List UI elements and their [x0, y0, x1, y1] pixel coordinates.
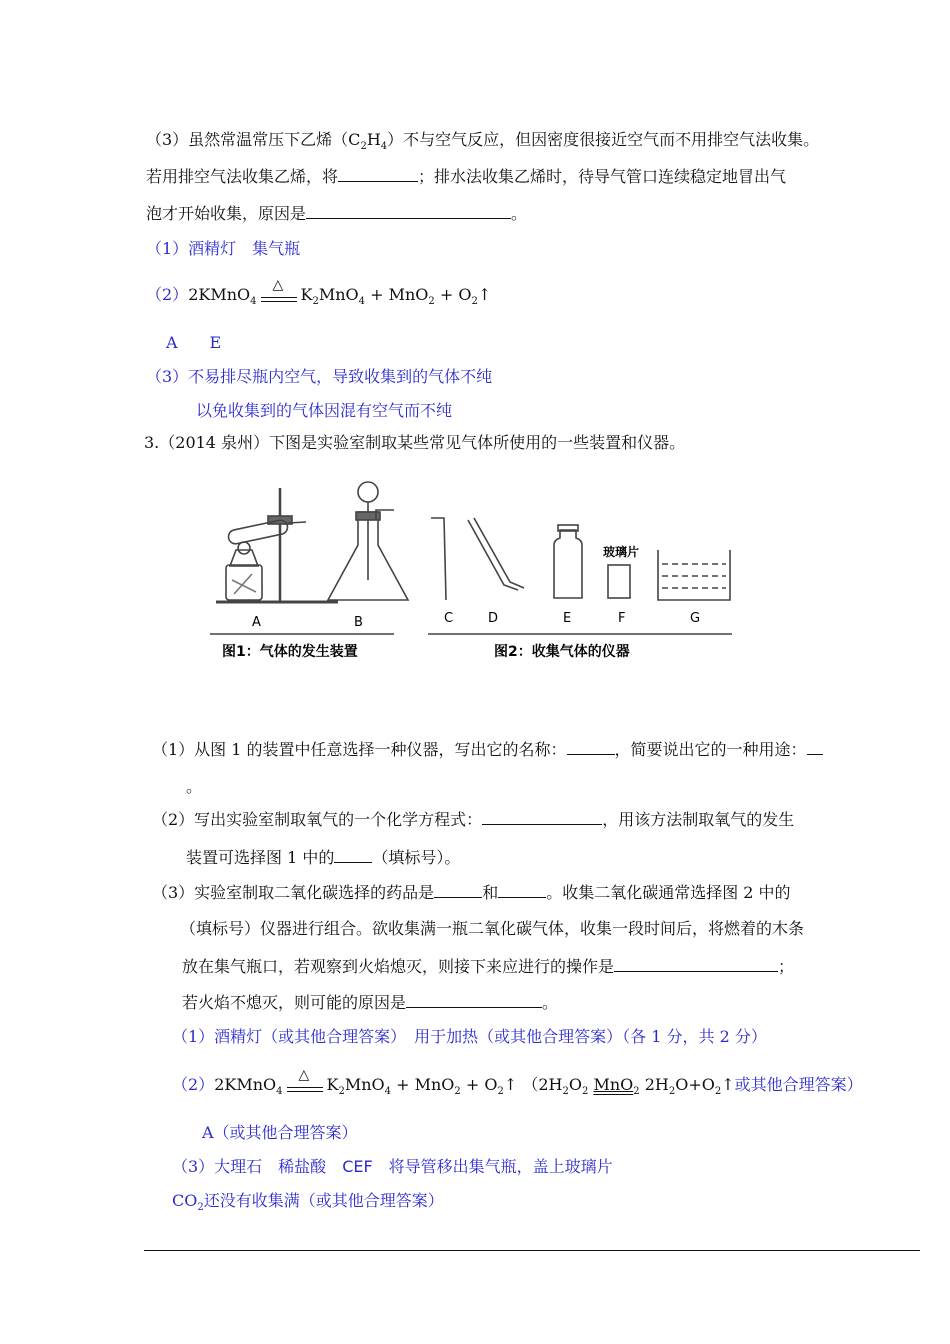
heat-equals-sign: △ — [287, 1075, 323, 1097]
answer-blank — [434, 883, 482, 898]
label-e: E — [563, 611, 572, 626]
question-3-intro: 3.（2014 泉州）下图是实验室制取某些常见气体所使用的一些装置和仪器。 — [144, 433, 686, 452]
glass-plate-label: 玻璃片 — [603, 545, 640, 559]
label-a: A — [252, 615, 261, 630]
subq-1: （1）从图 1 的装置中任意选择一种仪器，写出它的名称： ，简要说出它的一种用途： — [152, 737, 823, 760]
label-f: F — [618, 611, 626, 626]
subq-3: （3）实验室制取二氧化碳选择的药品是 和 。收集二氧化碳通常选择图 2 中的 — [152, 883, 791, 902]
label-b: B — [354, 615, 363, 630]
answer-blank — [498, 883, 546, 898]
subq-3-line2: （填标号）仪器进行组合。欲收集满一瓶二氧化碳气体，收集一段时间后，将燃着的木条 — [180, 919, 805, 938]
answer-blank — [482, 810, 602, 825]
heat-equals-sign: △ — [261, 285, 297, 307]
answer-q3-3: （3）大理石 稀盐酸 CEF 将导管移出集气瓶，盖上玻璃片 — [172, 1157, 613, 1176]
answer-blank — [338, 167, 418, 182]
answer-q3-2-line2: A（或其他合理答案） — [202, 1123, 358, 1142]
label-d: D — [488, 611, 499, 626]
label-g: G — [690, 611, 701, 626]
figure-2-caption: 图2：收集气体的仪器 — [494, 644, 630, 660]
subq-2-line2: 装置可选择图 1 中的 （填标号）。 — [186, 848, 461, 867]
answer-3-line1: （3）不易排尽瓶内空气，导致收集到的气体不纯 — [146, 367, 493, 386]
answer-q3-2: （2）2KMnO$_4$ △ $K_2MnO_4 + MnO_2$ + $O_2↑$ （$2H_2O_2$ MnO$_2$ $2H_2O+O_2↑$或其他合理答案） — [172, 1066, 863, 1098]
answer-q3-1: （1）酒精灯（或其他合理答案） 用于加热（或其他合理答案）（各 1 分，共 2 分） — [172, 1027, 767, 1046]
apparatus-diagram — [208, 470, 738, 670]
answer-blank — [807, 740, 823, 755]
q3-line2: 若用排空气法收集乙烯，将 ；排水法收集乙烯时，待导气管口连续稳定地冒出气 — [146, 167, 787, 186]
subq-3-line4: 若火焰不熄灭，则可能的原因是 。 — [182, 993, 559, 1012]
answer-q3-3-line2: $CO_2$还没有收集满（或其他合理答案） — [172, 1191, 444, 1214]
answer-blank — [306, 204, 511, 219]
answer-blank — [406, 993, 542, 1008]
q3-line3: 泡才开始收集，原因是 。 — [146, 204, 528, 223]
subq-1-end: 。 — [186, 777, 203, 796]
q3-line1: （3）虽然常温常压下乙烯$(C_2H_4)$不与空气反应，但因密度很接近空气而不用排空气法收集。 — [146, 130, 820, 153]
answer-3-line2: 以免收集到的气体因混有空气而不纯 — [196, 401, 453, 420]
answer-ae: A E — [166, 333, 222, 352]
subq-2: （2）写出实验室制取氧气的一个化学方程式： ，用该方法制取氧气的发生 — [152, 810, 795, 829]
apparatus-figure — [208, 470, 738, 674]
label-c: C — [444, 611, 454, 626]
answer-blank — [567, 740, 615, 755]
figure-1-caption: 图1：气体的发生装置 — [222, 644, 358, 660]
answer-2: （2）2KMnO$_4$ △ $K_2MnO_4 + MnO_2$ + $O_2↑$ — [146, 276, 492, 308]
answer-blank — [614, 957, 778, 972]
answer-blank — [334, 848, 372, 863]
subq-3-line3: 放在集气瓶口，若观察到火焰熄灭，则接下来应进行的操作是 ； — [182, 957, 795, 976]
answer-1: （1）酒精灯 集气瓶 — [146, 239, 301, 258]
footer-rule — [144, 1250, 920, 1251]
